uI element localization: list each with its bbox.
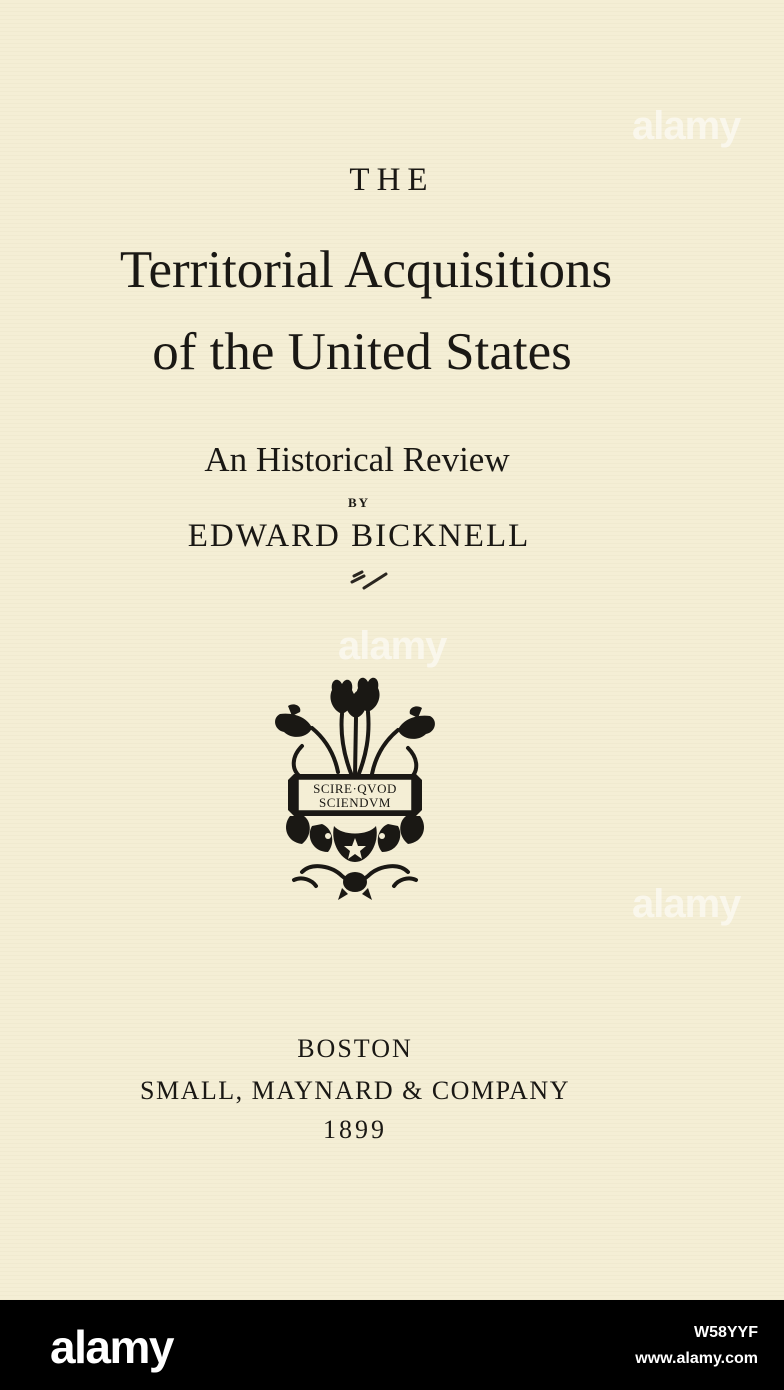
watermark: alamy bbox=[632, 104, 741, 148]
author-name: EDWARD BICKNELL bbox=[187, 518, 531, 554]
stock-footer-bar bbox=[0, 1300, 784, 1390]
book-title-line-2: of the United States bbox=[152, 323, 572, 381]
publisher-name: SMALL, MAYNARD & COMPANY bbox=[140, 1076, 570, 1105]
book-title-line-1: Territorial Acquisitions bbox=[119, 241, 613, 299]
title-prefix: THE bbox=[349, 162, 435, 198]
publication-place: BOSTON bbox=[297, 1034, 413, 1063]
by-label: BY bbox=[347, 495, 371, 510]
publication-year: 1899 bbox=[323, 1115, 387, 1144]
book-subtitle: An Historical Review bbox=[204, 440, 510, 479]
alamy-logo[interactable]: alamy bbox=[50, 1321, 173, 1373]
publisher-device-logo bbox=[272, 676, 438, 902]
image-id: W58YYF bbox=[693, 1324, 758, 1341]
watermark: alamy bbox=[632, 882, 741, 926]
motto-line-1: SCIRE·QVOD bbox=[313, 781, 397, 796]
motto-line-2: SCIENDVM bbox=[319, 795, 391, 810]
watermark: alamy bbox=[338, 624, 447, 668]
site-url[interactable]: www.alamy.com bbox=[635, 1350, 758, 1367]
pencil-mark bbox=[350, 568, 392, 592]
